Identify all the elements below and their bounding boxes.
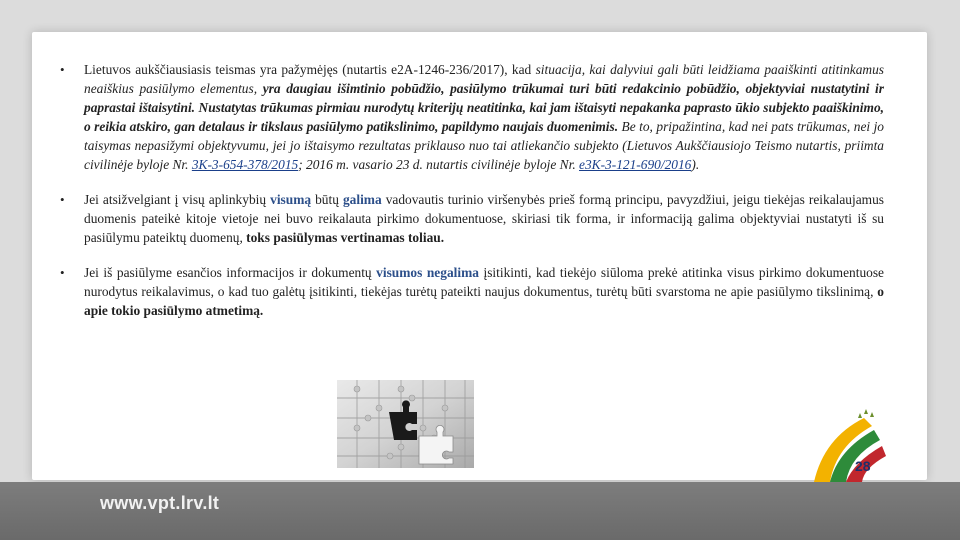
bold-conclusion: toks pasiūlymas vertinamas toliau.	[246, 230, 445, 245]
bullet-item-1	[58, 60, 884, 174]
bullet-marker: •	[60, 265, 65, 280]
bullet-item-3	[58, 263, 884, 320]
bullet-marker: •	[60, 62, 65, 77]
case-link-1[interactable]: 3K-3-654-378/2015	[191, 157, 299, 172]
highlight-word: visumą	[270, 192, 312, 207]
italic-quote: situacija, kai dalyviui gali būti leidžiama paaiškinti atitinkamus neaiškius pasiūlymo elementus,	[84, 62, 884, 96]
text-run: Jei iš pasiūlyme esančios informacijos ir dokumentų	[84, 265, 377, 280]
flag-icon	[804, 408, 886, 482]
case-link-2[interactable]: e3K-3-121-690/2016	[579, 157, 692, 172]
italic-text: ; 2016 m. vasario 23 d. nutartis civilinėje byloje Nr.	[298, 157, 580, 172]
bold-italic-quote: yra daugiau išimtinio pobūdžio, pasiūlymo trūkumai turi būti redakcinio pobūdžio, objektyviai nustatytini ir paprastai ištaisytini. Nustatytas trūkumas pirmiau nurodytų kriterijų neatitinka, kai jam ištaisyti nepakanka paprasto ūkio subjekto paaiškinimo, o reikia atskiro, gan detalaus ir tikslaus pasiūlymo patikslinimo, papildymo naujais duomenimis.	[84, 81, 884, 134]
text-run: būtų	[311, 192, 343, 207]
text-run: vadovautis turinio viršenybės prieš formą principu, pavyzdžiui, jeigu tiekėjas reikalaujamus duomenis pateikė kitoje vietoje nei buvo reikalauta pirkimo dokumentuose, skiriasi tik forma, ir informaciją galima objektyviai nustatyti iš su pasiūlymu pateiktų duomenų,	[84, 192, 884, 245]
puzzle-icon	[337, 380, 474, 468]
bullet-item-2	[58, 190, 884, 247]
bold-conclusion: o apie tokio pasiūlymo atmetimą.	[84, 284, 884, 318]
highlight-word: visumos negalima	[376, 265, 479, 280]
highlight-word: galima	[342, 192, 382, 207]
italic-quote-continued: Be to, pripažintina, kad nei pats trūkumas, nei jo taisymas nepasižymi objektyvumu, jei jo ištaisymo rezultatas priklauso nuo tai atliekančio subjekto (Lietuvos Aukščiausiojo Teismo nutartis, priimta civilinėje byloje Nr.	[84, 119, 884, 172]
bullet-marker: •	[60, 192, 65, 207]
text-run: Lietuvos aukščiausiasis teismas yra pažymėjęs (nutartis e2A-1246-236/2017), kad	[84, 62, 536, 77]
italic-text-end: ).	[691, 157, 700, 172]
bullet-list	[58, 60, 884, 336]
page-number: 28	[855, 458, 871, 474]
text-run: įsitikinti, kad tiekėjo siūloma prekė atitinka visus pirkimo dokumentuose nurodytus reikalavimus, o kad tuo galėtų įsitikinti, tiekėjas turėtų pateikti naujus dokumentus, turėtų būti svarstoma ne apie pasiūlymo tikslinimą,	[84, 265, 884, 299]
text-run: Jei atsižvelgiant į visų aplinkybių	[84, 192, 271, 207]
footer-url[interactable]: www.vpt.lrv.lt	[100, 493, 220, 513]
